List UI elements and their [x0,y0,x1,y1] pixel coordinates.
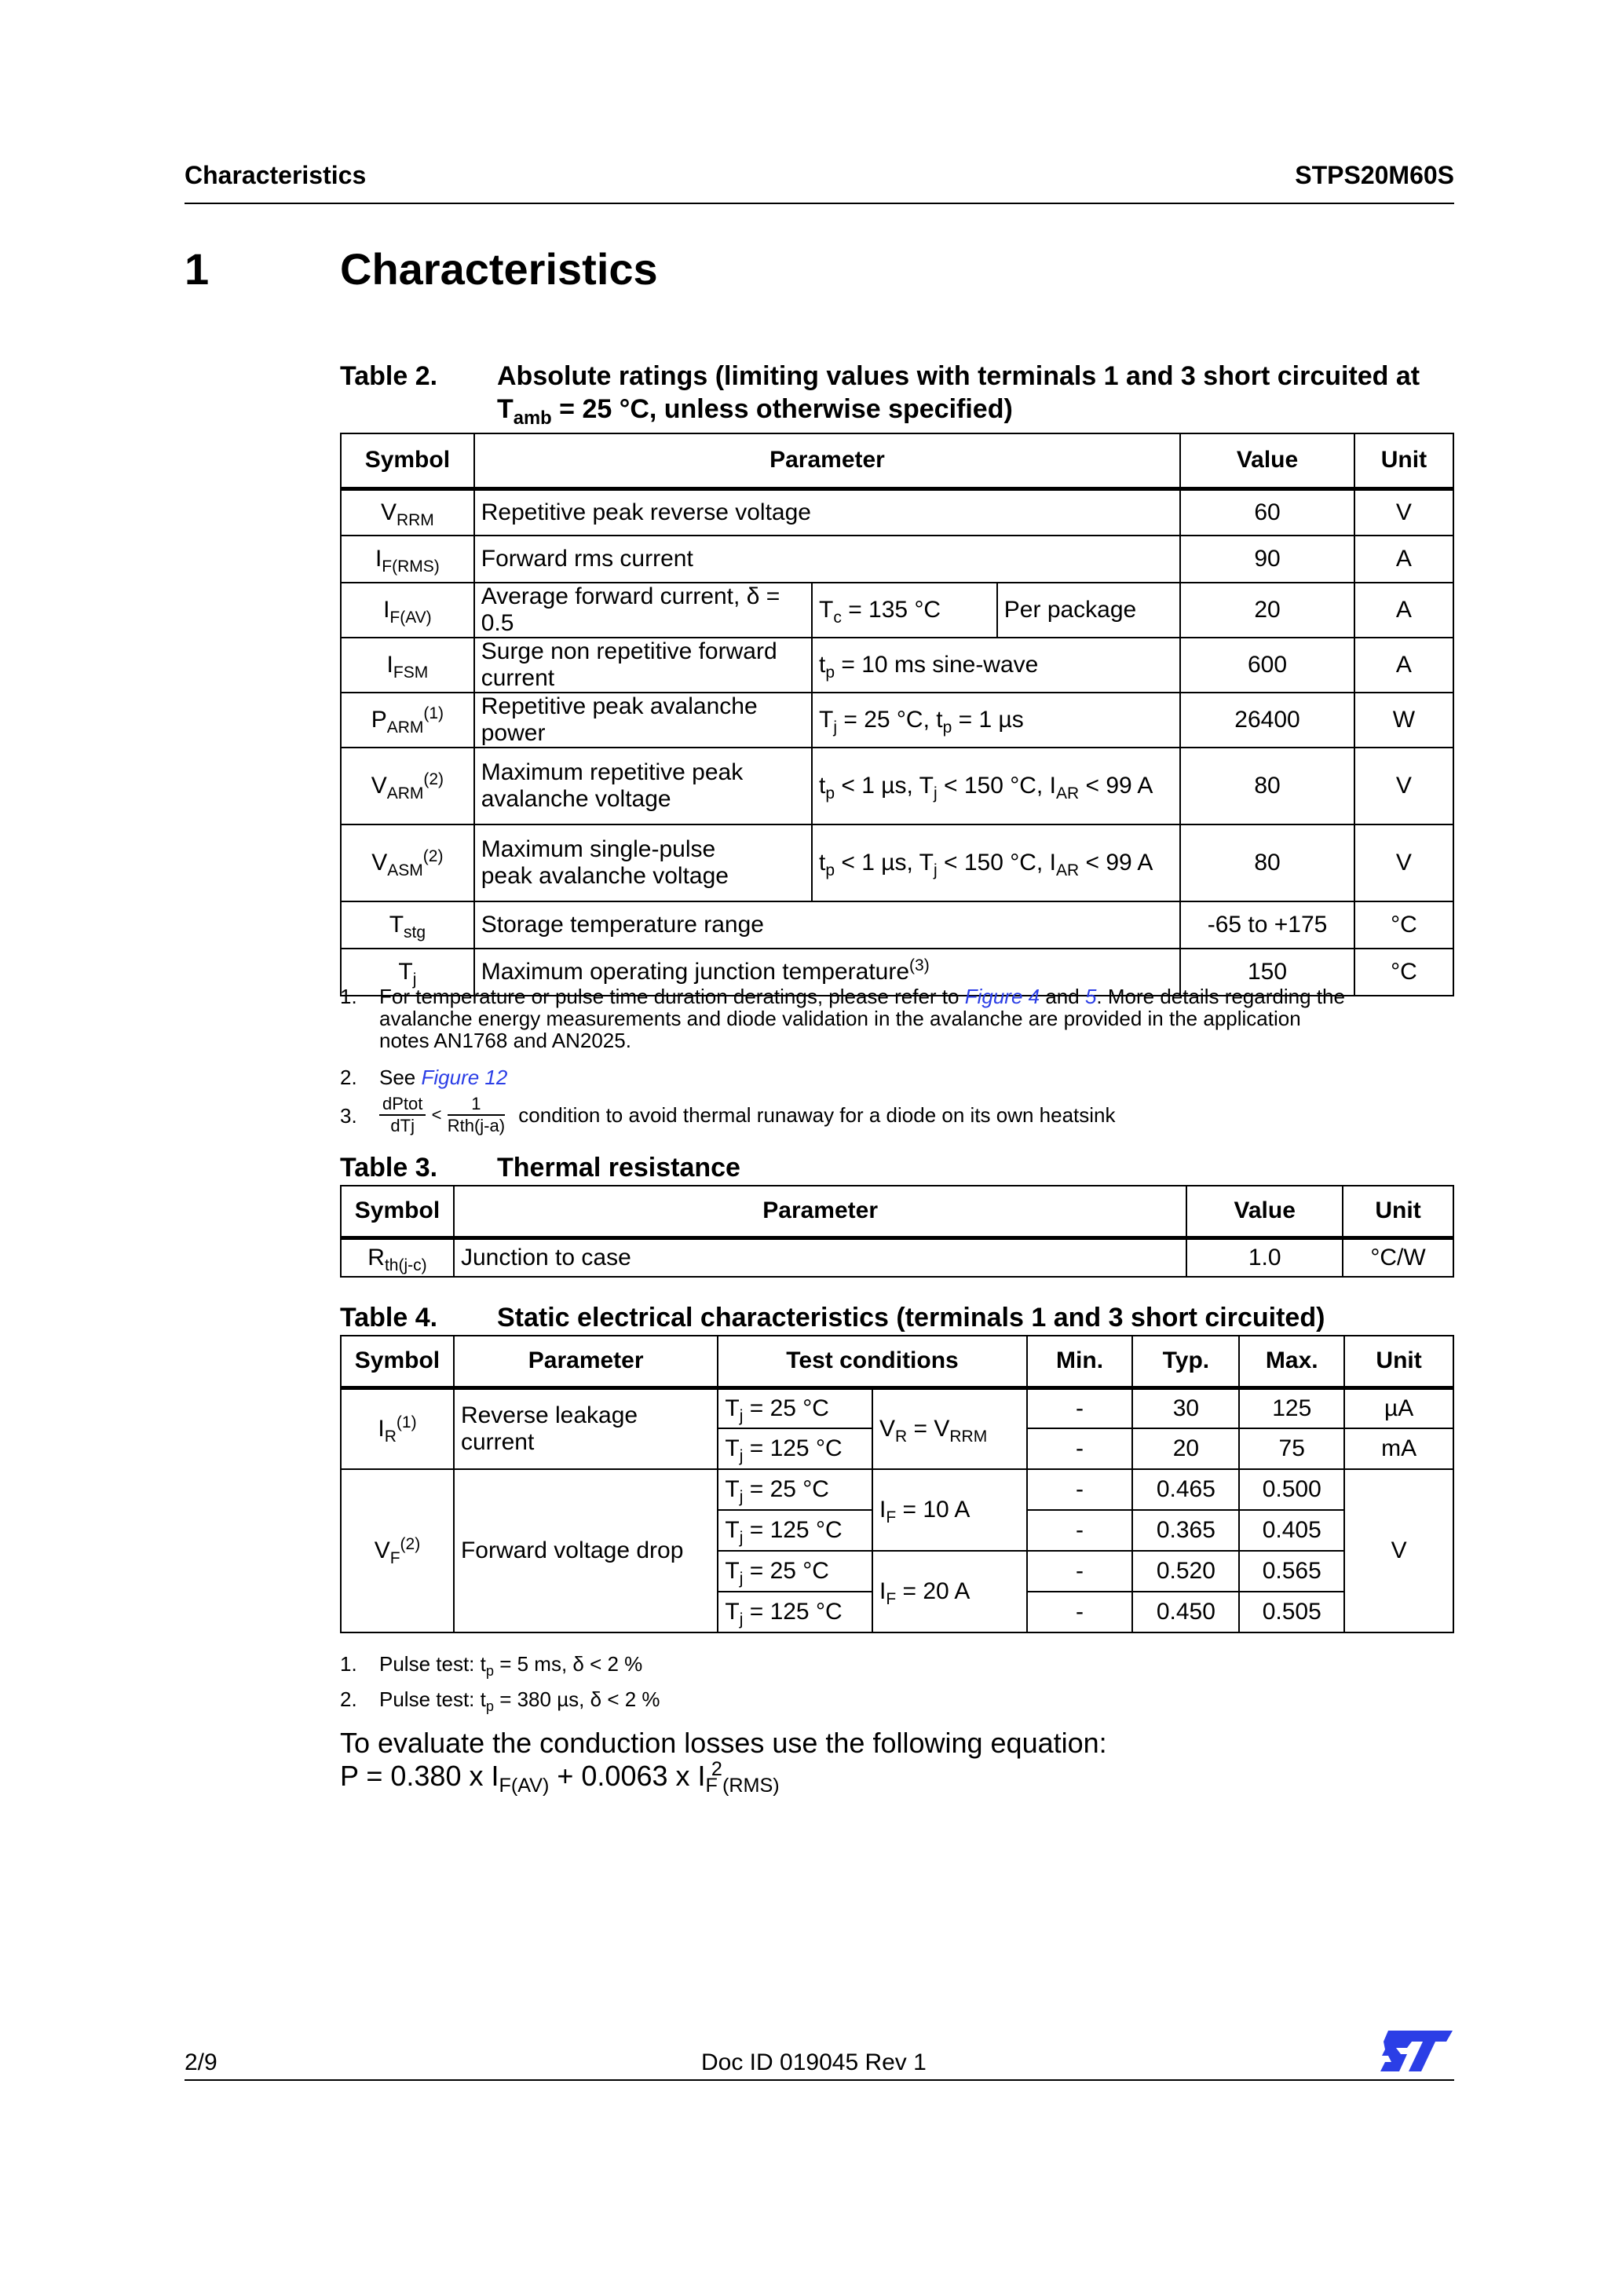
figure12-link[interactable]: Figure 12 [421,1066,508,1089]
running-header-section: Characteristics [185,161,367,189]
table2-title: Absolute ratings (limiting values with terminals 1 and 3 short circuited at $T_{amb} = 25$ °C, unless otherwise specified) [497,361,1420,429]
table3-caption: Table 3. Thermal resistance [340,1153,740,1183]
header-rule [185,203,1454,204]
table-row: $T_j = 125$ °C - 0.450 0.505 [341,1592,1453,1632]
footer-rule [185,2079,1454,2081]
table-row: $T_j = 125$ °C - 0.365 0.405 [341,1510,1453,1551]
table4-header-row: Symbol Parameter Test conditions Min. Typ. Max. Unit [341,1336,1453,1387]
table2-footnote-2: 2. See Figure 12 [340,1066,508,1089]
section-number: 1 [185,244,210,294]
running-header-part-number: STPS20M60S [1295,161,1454,189]
table-row: $V_{ARM}^{(2)}$ Maximum repetitive peak avalanche voltage $t_p < 1$ µs, $T_j < 150$ °C, $I_{AR} < 99$ A 80 V [341,748,1453,824]
table-row: $I_{FSM}$ Surge non repetitive forward current $t_p = 10$ ms sine-wave 600 A [341,638,1453,693]
table4-caption: Table 4. Static electrical characteristics (terminals 1 and 3 short circuited) [340,1303,1325,1333]
table-row: $T_{stg}$ Storage temperature range -65 to +175 °C [341,901,1453,949]
table-row: $V_{ASM}^{(2)}$ Maximum single-pulse peak avalanche voltage $t_p < 1$ µs, $T_j < 150$ °C, $I_{AR} < 99$ A 80 V [341,824,1453,901]
table-row: $V_{RRM}$ Repetitive peak reverse voltage 60 V [341,488,1453,536]
page-number: 2/9 [185,2049,217,2075]
table-row: $P_{ARM}^{(1)}$ Repetitive peak avalanche power $T_j = 25$ °C, $t_p = 1$ µs 26400 W [341,693,1453,748]
table-row: $T_j = 25$ °C $I_F = 20$ A - 0.520 0.565 [341,1551,1453,1592]
table-row: $I_R^{(1)}$ Reverse leakage current $T_j = 25$ °C $V_R = V_{RRM}$ - 30 125 µA [341,1387,1453,1428]
table2-footnote-3: 3. $\frac{\text{dPtot}}{\text{dTj}}$ < $\frac{1}{\text{Rth(j-a)}}$ condition to avoid thermal runaway for a diode on its own heatsink [340,1094,1116,1135]
table4-footnote-1: 1. Pulse test: $t_p = 5$ ms, δ < 2 % [340,1652,643,1680]
st-logo [1380,2031,1453,2071]
table-row: $R_{th(j-c)}$ Junction to case 1.0 °C/W [341,1238,1453,1277]
equation-intro: To evaluate the conduction losses use the following equation: [340,1727,1107,1759]
table-row: $I_{F(RMS)}$ Forward rms current 90 A [341,536,1453,583]
table3-thermal-resistance [340,1185,1454,1278]
table-row: $T_j = 125$ °C - 20 75 mA [341,1428,1453,1469]
table2-caption [340,360,1471,430]
table-row: $V_F^{(2)}$ Forward voltage drop $T_j = 25$ °C $I_F = 10$ A - 0.465 0.500 V [341,1469,1453,1510]
doc-id: Doc ID 019045 Rev 1 [701,2049,927,2075]
section-title: Characteristics [340,244,658,294]
svg-text:ST: ST [1416,2062,1418,2063]
fraction-1-rth: $\frac{1}{\text{Rth(j-a)}}$ [447,1094,506,1135]
table2-number: Table 2. [340,361,438,391]
table4-static-electrical [340,1335,1454,1633]
table-row: $I_{F(AV)}$ Average forward current, δ = 0.5 $T_c = 135$ °C Per package 20 A [341,583,1453,638]
figure5-link[interactable]: 5 [1084,985,1097,1008]
fraction-dptot-dtj: $\frac{\text{dPtot}}{\text{dTj}}$ [379,1094,426,1136]
figure4-link[interactable]: Figure 4 [964,985,1040,1008]
table-row: $T_j$ Maximum operating junction temperature$^{(3)}$ 150 °C [341,949,1453,996]
table2-absolute-ratings [340,433,1454,996]
equation: P = 0.380 x $I_{F(AV)} + 0.0063$ x $I_F^2_{(RMS)}$ [340,1758,780,1797]
table4-footnote-2: 2. Pulse test: $t_p = 380$ µs, δ < 2 % [340,1687,660,1715]
table3-header-row: Symbol Parameter Value Unit [341,1186,1453,1238]
st-logo-icon [1380,2031,1453,2071]
table2-footnote-1: 1. For temperature or pulse time duration deratings, please refer to Figure 4 and 5. More details regarding the avalanche energy measurements and diode validation in the avalanche are provided in the application notes AN1768 and AN2025. [340,985,1345,1052]
table2-header-row: Symbol Parameter Value Unit [341,433,1453,488]
